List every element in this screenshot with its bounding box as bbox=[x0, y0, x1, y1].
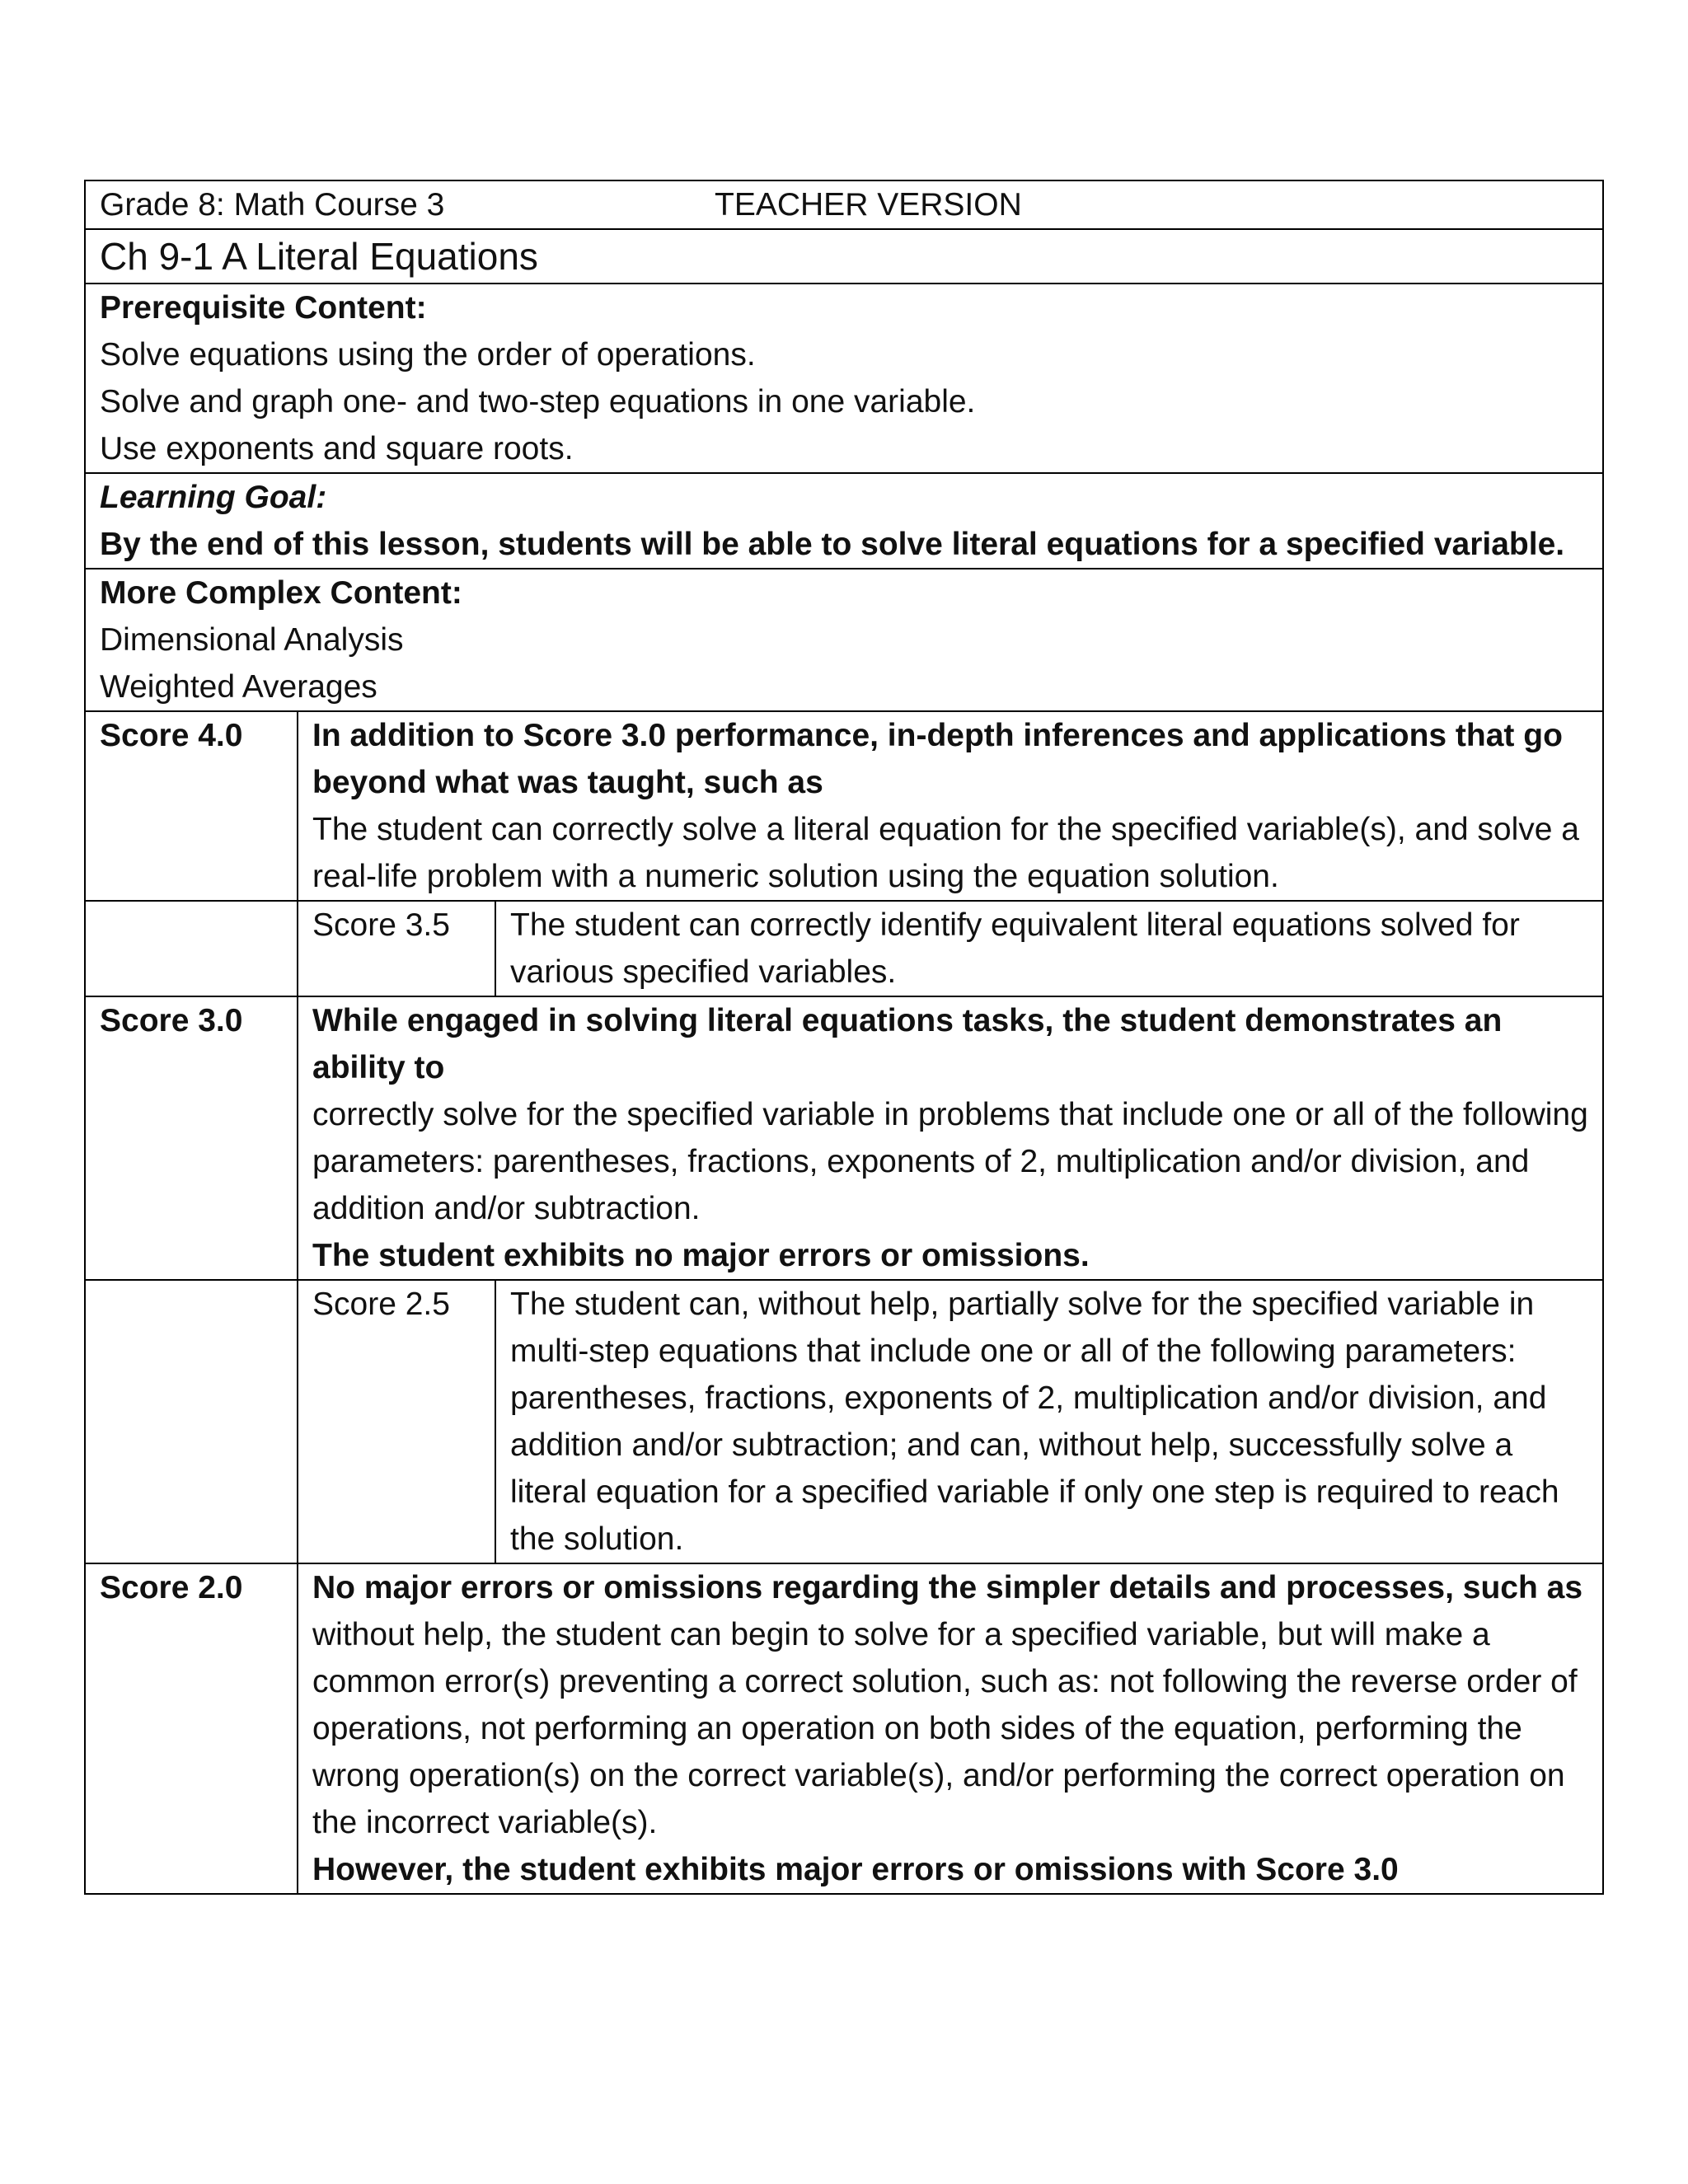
score-4-label: Score 4.0 bbox=[85, 711, 298, 901]
learning-goal-row bbox=[85, 473, 1603, 569]
course-label: Grade 8: Math Course 3 bbox=[100, 187, 445, 223]
score-2-5-row bbox=[85, 1280, 1603, 1563]
score-3-description bbox=[298, 996, 1603, 1280]
empty-cell bbox=[85, 1280, 298, 1563]
score-3-row bbox=[85, 996, 1603, 1280]
rubric-table bbox=[84, 180, 1604, 1895]
score-2-footer: However, the student exhibits major errors or omissions with Score 3.0 bbox=[312, 1852, 1399, 1887]
score-2-description bbox=[298, 1563, 1603, 1894]
header-row bbox=[85, 180, 1603, 229]
score-2-5-text: The student can, without help, partially solve for the specified variable in multi-step equations that include one or all of the following parameters: parentheses, fractions, exponents of 2, multiplication and/or division, and addition and/or subtraction; and can, without help, successfully solve a literal equation for a specified variable if only one step is required to reach the solution. bbox=[495, 1280, 1603, 1563]
more-complex-item: Dimensional Analysis bbox=[100, 622, 404, 658]
score-4-heading: In addition to Score 3.0 performance, in-depth inferences and applications that go beyond what was taught, such as bbox=[312, 718, 1563, 800]
score-3-label: Score 3.0 bbox=[85, 996, 298, 1280]
learning-goal-cell bbox=[85, 473, 1603, 569]
score-4-text: The student can correctly solve a literal equation for the specified variable(s), and solve a real-life problem with a numeric solution using the equation solution. bbox=[312, 812, 1579, 894]
score-2-5-label: Score 2.5 bbox=[298, 1280, 495, 1563]
prerequisite-item: Solve and graph one- and two-step equations in one variable. bbox=[100, 384, 976, 419]
score-3-footer: The student exhibits no major errors or omissions. bbox=[312, 1238, 1090, 1273]
score-4-description bbox=[298, 711, 1603, 901]
score-2-label: Score 2.0 bbox=[85, 1563, 298, 1894]
score-4-row bbox=[85, 711, 1603, 901]
more-complex-label: More Complex Content: bbox=[100, 575, 462, 611]
prerequisite-item: Use exponents and square roots. bbox=[100, 431, 574, 466]
prerequisite-row bbox=[85, 284, 1603, 473]
prerequisite-item: Solve equations using the order of operations. bbox=[100, 337, 756, 373]
learning-goal-label: Learning Goal: bbox=[100, 480, 327, 515]
score-3-5-text: The student can correctly identify equivalent literal equations solved for various specified variables. bbox=[495, 901, 1603, 996]
prerequisite-label: Prerequisite Content: bbox=[100, 290, 427, 326]
score-3-text: correctly solve for the specified variable in problems that include one or all of the following parameters: parentheses, fractions, exponents of 2, multiplication and/or division, and addition and/or subtraction. bbox=[312, 1097, 1588, 1226]
empty-cell bbox=[85, 901, 298, 996]
lesson-title: Ch 9-1 A Literal Equations bbox=[85, 229, 1603, 284]
score-3-5-label: Score 3.5 bbox=[298, 901, 495, 996]
score-2-heading: No major errors or omissions regarding the simpler details and processes, such as bbox=[312, 1570, 1583, 1605]
score-2-text: without help, the student can begin to solve for a specified variable, but will make a common error(s) preventing a correct solution, such as: not following the reverse order of operations, not performing an operation on both sides of the equation, performing the wrong operation(s) on the correct variable(s), and/or performing the correct operation on the incorrect variable(s). bbox=[312, 1617, 1578, 1840]
more-complex-row bbox=[85, 569, 1603, 711]
score-3-5-row bbox=[85, 901, 1603, 996]
header-cell bbox=[85, 180, 1603, 229]
prerequisite-cell bbox=[85, 284, 1603, 473]
learning-goal-text: By the end of this lesson, students will be able to solve literal equations for a specified variable. bbox=[100, 527, 1565, 562]
more-complex-item: Weighted Averages bbox=[100, 669, 377, 705]
title-row bbox=[85, 229, 1603, 284]
score-3-heading: While engaged in solving literal equations tasks, the student demonstrates an ability to bbox=[312, 1003, 1503, 1085]
rubric-document bbox=[84, 180, 1602, 1895]
more-complex-cell bbox=[85, 569, 1603, 711]
score-2-row bbox=[85, 1563, 1603, 1894]
version-label: TEACHER VERSION bbox=[715, 187, 1022, 223]
